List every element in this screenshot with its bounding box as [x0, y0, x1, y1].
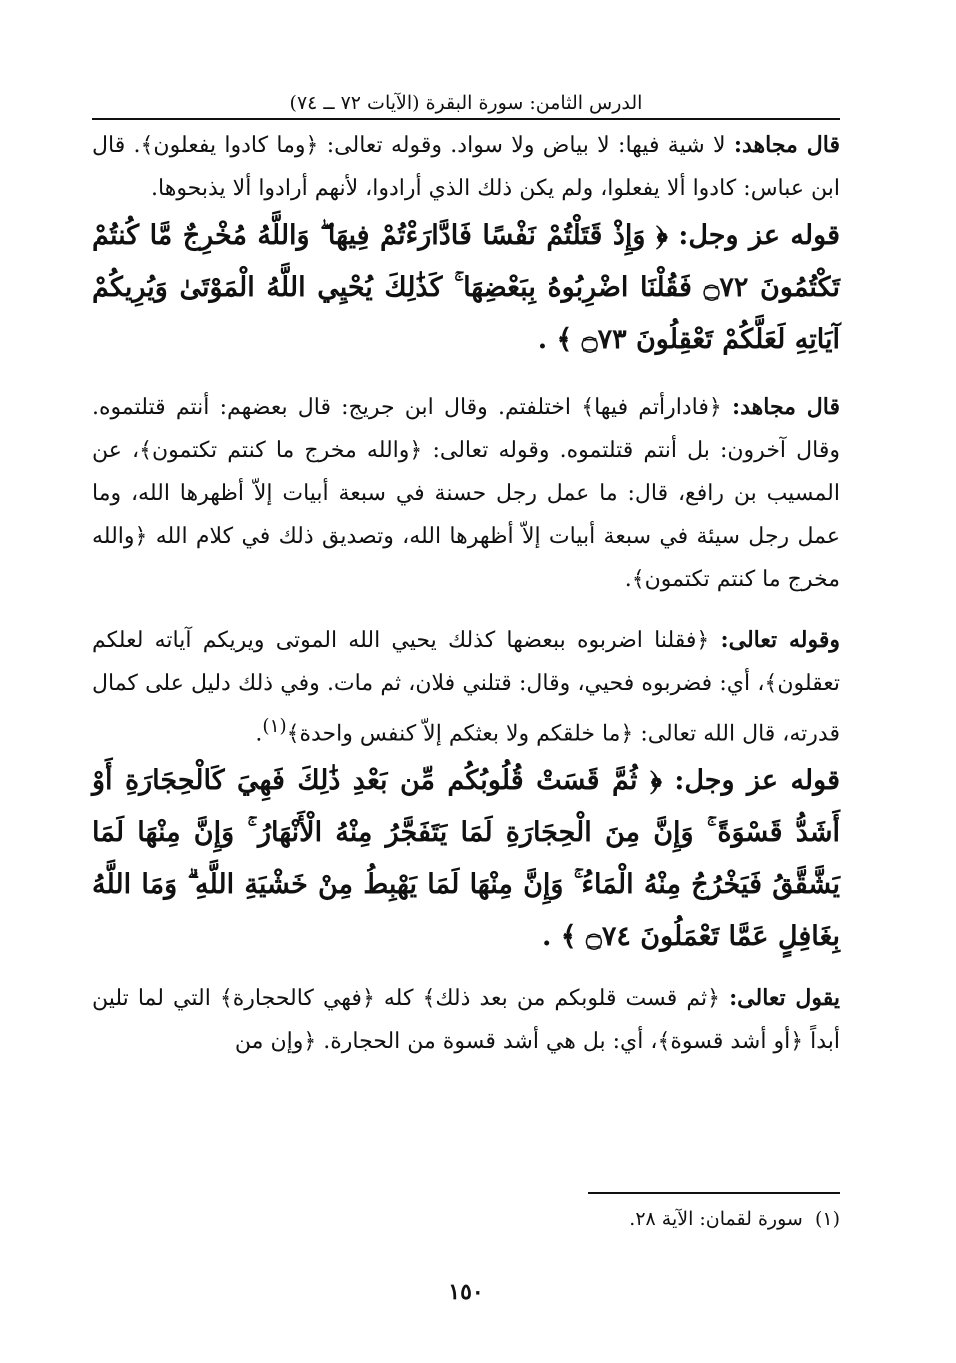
verse-text: ﴿ وَإِذْ قَتَلْتُمْ نَفْسًا فَادَّارَءْتُمْ فِيهَا ۖ وَاللَّهُ مُخْرِجٌ مَّا كُنتُمْ تَكْتُمُونَ ۝٧٢ فَقُلْنَا اضْرِبُوهُ بِبَعْضِهَا ۚ كَذَٰلِكَ يُحْيِي اللَّهُ الْمَوْتَىٰ وَيُرِيكُمْ آيَاتِهِ لَعَلَّكُمْ تَعْقِلُونَ ۝٧٣ ﴾ . — [92, 220, 841, 355]
paragraph-text: ﴿فادارأتم فيها﴾ اختلفتم. وقال ابن جريج: قال بعضهم: أنتم قتلتموه. وقال آخرون: بل أنتم قتلتموه. وقوله تعالى: ﴿والله مخرج ما كنتم تكتمون﴾، عن المسيب بن رافع، قال: ما عمل رجل حسنة في سبعة أبيات إلاّ أظهرها الله، وما عمل رجل سيئة في سبعة أبيات إلاّ أظهرها الله، وتصديق ذلك في كلام الله ﴿والله مخرج ما كنتم تكتمون﴾. — [92, 395, 840, 592]
header-rule — [92, 118, 840, 120]
paragraph-lead: قال مجاهد: — [733, 132, 840, 158]
page-number: ١٥٠ — [448, 1279, 484, 1305]
paragraph-text: لا شية فيها: لا بياض ولا سواد. وقوله تعالى: ﴿وما كادوا يفعلون﴾. قال ابن عباس: كادوا ألا يفعلوا، ولم يكن ذلك الذي أرادوا، لأنهم أرادوا ألا يذبحوها. — [92, 133, 840, 201]
quran-verse-72-73 — [92, 210, 840, 366]
paragraph-commentary-73 — [92, 619, 840, 755]
paragraph-text: ﴿فقلنا اضربوه ببعضها كذلك يحيي الله الموتى ويريكم آياته لعلكم تعقلون﴾، أي: فضربوه فحيي، وقال: قتلني فلان، ثم مات. وفي ذلك دليل على كمال قدرته، قال الله تعالى: ﴿ما خلقكم ولا بعثكم إلاّ كنفس واحدة﴾ — [92, 628, 840, 747]
paragraph-lead: قال مجاهد: — [731, 394, 840, 420]
footnote-text: سورة لقمان: الآية ٢٨. — [629, 1208, 803, 1230]
paragraph-commentary-74 — [92, 977, 840, 1063]
verse-lead: قوله عز وجل: — [678, 220, 840, 251]
book-page — [92, 90, 841, 1305]
quran-verse-74 — [92, 755, 840, 963]
footnote-reference[interactable]: (١) — [262, 716, 287, 737]
verse-text: ﴿ ثُمَّ قَسَتْ قُلُوبُكُم مِّن بَعْدِ ذَٰلِكَ فَهِيَ كَالْحِجَارَةِ أَوْ أَشَدُّ قَسْوَةً ۚ وَإِنَّ مِنَ الْحِجَارَةِ لَمَا يَتَفَجَّرُ مِنْهُ الْأَنْهَارُ ۚ وَإِنَّ مِنْهَا لَمَا يَشَّقَّقُ فَيَخْرُجُ مِنْهُ الْمَاءُ ۚ وَإِنَّ مِنْهَا لَمَا يَهْبِطُ مِنْ خَشْيَةِ اللَّهِ ۗ وَمَا اللَّهُ بِغَافِلٍ عَمَّا تَعْمَلُونَ ۝٧٤ ﴾ . — [92, 765, 840, 953]
paragraph-lead: يقول تعالى: — [729, 985, 840, 1012]
paragraph-mujahid-1 — [92, 124, 840, 210]
paragraph-lead: وقوله تعالى: — [720, 627, 841, 653]
paragraph-text: ﴿ثم قست قلوبكم من بعد ذلك﴾ كله ﴿فهي كالحجارة﴾ التي لما تلين أبداً ﴿أو أشد قسوة﴾، أي: بل هي أشد قسوة من الحجارة. ﴿وإن من — [92, 986, 840, 1055]
paragraph-mujahid-2 — [92, 386, 840, 601]
paragraph-tail: . — [255, 721, 263, 747]
footnote-marker: (١) — [814, 1208, 840, 1230]
footnote — [629, 1206, 840, 1232]
footnote-rule — [588, 1192, 840, 1194]
verse-lead: قوله عز وجل: — [674, 765, 841, 797]
running-header: الدرس الثامن: سورة البقرة (الآيات ٧٢ ــ ٧٤) — [289, 92, 643, 114]
